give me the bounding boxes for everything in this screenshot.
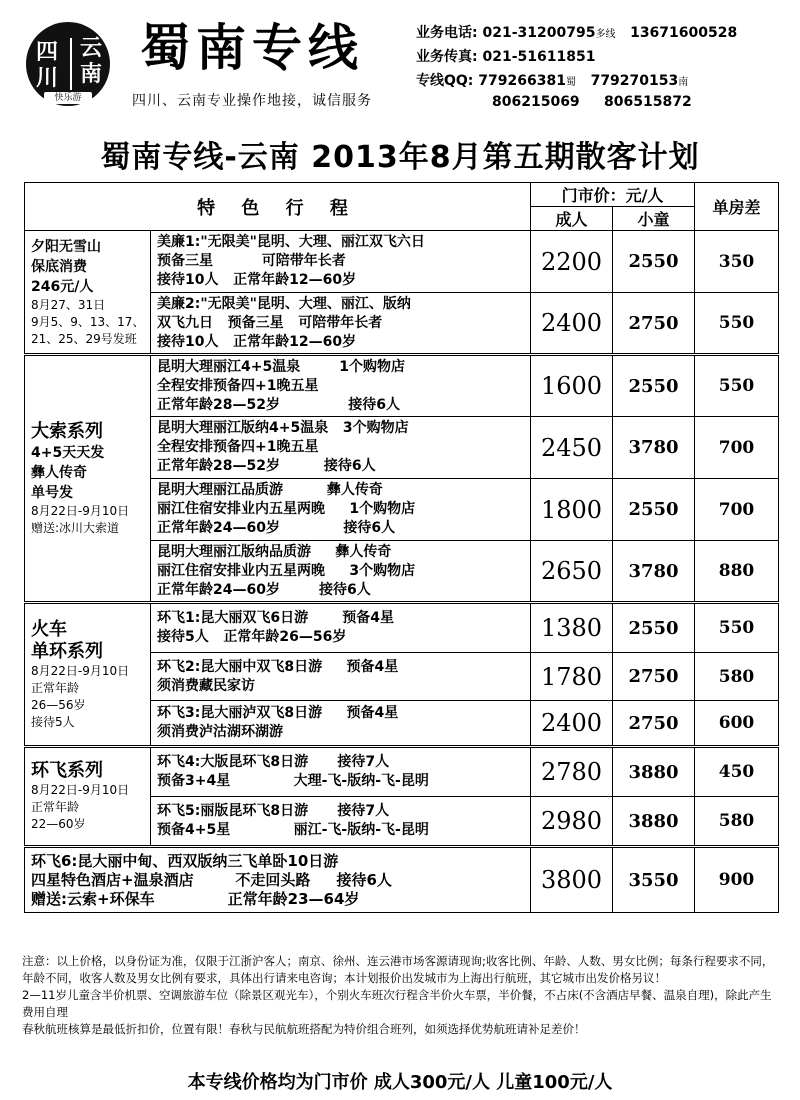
adult-price: 2200	[531, 231, 613, 293]
child-price: 2750	[613, 293, 695, 355]
group-label-line: 接待5人	[31, 714, 75, 729]
header	[0, 0, 800, 120]
single-room-diff: 550	[695, 603, 779, 653]
child-price: 3880	[613, 747, 695, 797]
group-label-line: 赠送:冰川大索道	[31, 520, 120, 535]
itinerary-desc: 环飞4:大版昆环飞8日游 接待7人 预备3+4星 大理-飞-版纳-飞-昆明	[151, 747, 531, 797]
single-room-diff: 550	[695, 293, 779, 355]
header-price: 门市价：元/人	[531, 183, 695, 207]
child-price: 3780	[613, 541, 695, 603]
group-label-line: 26—56岁	[31, 697, 86, 712]
itinerary-desc: 美廉1:"无限美"昆明、大理、丽江双飞六日 预备三星 可陪带年长者 接待10人 正常年龄12—60岁	[151, 231, 531, 293]
group-label	[25, 603, 151, 747]
adult-price: 1800	[531, 479, 613, 541]
qq-number: 806515872	[604, 94, 692, 110]
itinerary-desc: 昆明大理丽江品质游 彝人传奇 丽江住宿安排业内五星两晚 1个购物店 正常年龄24—60岁 接待6人	[151, 479, 531, 541]
table-row	[25, 355, 779, 417]
child-price: 3780	[613, 417, 695, 479]
group-label-line: 保底消费	[31, 258, 87, 275]
single-room-diff: 700	[695, 417, 779, 479]
itinerary-desc: 环飞3:昆大丽泸双飞8日游 预备4星 须消费泸沽湖环湖游	[151, 701, 531, 747]
group-label-line: 彝人传奇	[31, 464, 87, 481]
fax-label: 业务传真:	[416, 49, 478, 65]
footer-price-note: 本专线价格均为门市价 成人300元/人 儿童100元/人	[187, 1072, 613, 1093]
itinerary-desc: 昆明大理丽江版纳4+5温泉 3个购物店 全程安排预备四+1晚五星 正常年龄28—52岁 接待6人	[151, 417, 531, 479]
qq-number: 779270153	[590, 73, 679, 89]
page-title: 蜀南专线-云南 2013年8月第五期散客计划	[100, 140, 700, 175]
logo-char: 川	[36, 65, 59, 91]
note-line: 2—11岁儿童含半价机票、空调旅游车位（除景区观光车），个别火车班次行程含半价火车票，半价餐，不占床(不含酒店早餐、温泉自理)，除此产生费用自理	[22, 988, 772, 1019]
child-price: 2550	[613, 231, 695, 293]
notes	[22, 953, 782, 1038]
group-label	[25, 355, 151, 603]
group-label-line: 火车	[31, 618, 67, 640]
group-label-line: 4+5天天发	[31, 444, 105, 461]
table-row	[25, 231, 779, 293]
itinerary-desc: 昆明大理丽江版纳品质游 彝人传奇 丽江住宿安排业内五星两晚 3个购物店 正常年龄24—60岁 接待6人	[151, 541, 531, 603]
single-room-diff: 900	[695, 847, 779, 913]
logo-char: 四	[36, 39, 59, 65]
single-room-diff: 580	[695, 797, 779, 847]
itinerary-desc: 环飞2:昆大丽中双飞8日游 预备4星 须消费藏民家访	[151, 653, 531, 701]
adult-price: 1600	[531, 355, 613, 417]
phone-label: 业务电话:	[416, 25, 478, 41]
child-price: 2750	[613, 701, 695, 747]
child-price: 2550	[613, 603, 695, 653]
group-label-line: 单环系列	[31, 640, 103, 662]
group-label-line: 8月22日-9月10日	[31, 783, 130, 797]
table-body	[25, 231, 779, 913]
table-row	[25, 847, 779, 913]
single-room-diff: 550	[695, 355, 779, 417]
logo-char: 南	[80, 61, 103, 87]
adult-price: 2400	[531, 293, 613, 355]
adult-price: 3800	[531, 847, 613, 913]
single-room-diff: 700	[695, 479, 779, 541]
group-label-line: 21、25、29号发班	[31, 331, 137, 346]
group-label-line: 8月22日-9月10日	[31, 663, 130, 678]
adult-price: 1780	[531, 653, 613, 701]
single-room-diff: 880	[695, 541, 779, 603]
brand-name: 蜀南专线	[140, 19, 364, 77]
child-price: 2550	[613, 479, 695, 541]
adult-price: 2450	[531, 417, 613, 479]
qq-note: 蜀	[565, 77, 576, 88]
logo	[26, 22, 110, 106]
group-label-line: 246元/人	[31, 278, 94, 295]
group-label-line: 环飞系列	[31, 760, 103, 781]
group-label-line: 大索系列	[31, 420, 103, 442]
logo-char: 云	[80, 35, 103, 61]
itinerary-desc: 美廉2:"无限美"昆明、大理、丽江、版纳 双飞九日 预备三星 可陪带年长者 接待10人 正常年龄12—60岁	[151, 293, 531, 355]
itinerary-desc: 环飞5:丽版昆环飞8日游 接待7人 预备4+5星 丽江-飞-版纳-飞-昆明	[151, 797, 531, 847]
phone-number: 021-31200795	[482, 25, 596, 41]
group-label-line: 9月5、9、13、17、	[31, 314, 145, 329]
group-label-line: 夕阳无雪山	[31, 238, 101, 255]
adult-price: 2980	[531, 797, 613, 847]
single-room-diff: 350	[695, 231, 779, 293]
group-label-line: 正常年龄	[31, 800, 80, 814]
child-price: 3880	[613, 797, 695, 847]
header-feature: 特 色 行 程	[25, 183, 531, 231]
group-label-line: 8月27、31日	[31, 297, 106, 312]
group-label	[25, 231, 151, 355]
adult-price: 2650	[531, 541, 613, 603]
child-price: 3550	[613, 847, 695, 913]
header-single-diff: 单房差	[695, 183, 779, 231]
child-price: 2750	[613, 653, 695, 701]
group-label-line: 8月22日-9月10日	[31, 503, 130, 518]
group-label-line: 22—60岁	[31, 817, 86, 831]
fax-number: 021-51611851	[482, 49, 596, 65]
adult-price: 1380	[531, 603, 613, 653]
mobile-number: 13671600528	[630, 25, 738, 41]
qq-label: 专线QQ:	[416, 73, 474, 89]
logo-tagline: 快乐游	[44, 92, 92, 104]
itinerary-desc: 环飞1:昆大丽双飞6日游 预备4星 接待5人 正常年龄26—56岁	[151, 603, 531, 653]
qq-number: 779266381	[478, 73, 566, 89]
price-table	[24, 182, 779, 913]
itinerary-desc: 昆明大理丽江4+5温泉 1个购物店 全程安排预备四+1晚五星 正常年龄28—52岁 接待6人	[151, 355, 531, 417]
single-room-diff: 600	[695, 701, 779, 747]
logo-divider	[70, 38, 72, 90]
header-child: 小童	[613, 207, 695, 231]
header-adult: 成人	[531, 207, 613, 231]
table-row	[25, 603, 779, 653]
single-room-diff: 450	[695, 747, 779, 797]
group-label-line: 单号发	[31, 484, 73, 501]
adult-price: 2780	[531, 747, 613, 797]
brand-slogan: 四川、云南专业操作地接，诚信服务	[132, 93, 372, 109]
group-label	[25, 747, 151, 847]
note-line: 注意：以上价格，以身份证为准，仅限于江浙沪客人；南京、徐州、连云港市场客源请现询;收客比例、年龄、人数、男女比例；每条行程要求不同，年龄不同，收客人数及男女比例有要求，具体出行请来电咨询；本计划报价出发城市为上海出行航班，其它城市出发价格另议！	[22, 954, 774, 985]
qq-number: 806215069	[492, 94, 580, 110]
table-row	[25, 747, 779, 797]
single-room-diff: 580	[695, 653, 779, 701]
child-price: 2550	[613, 355, 695, 417]
phone-note: 多线	[595, 29, 616, 40]
note-line: 春秋航班核算是最低折扣价，位置有限！春秋与民航航班搭配为特价组合班列，如须选择优势航班请补足差价！	[22, 1022, 586, 1036]
itinerary-desc: 环飞6:昆大丽中甸、西双版纳三飞单卧10日游 四星特色酒店+温泉酒店 不走回头路 接待6人 赠送:云索+环保车 正常年龄23—64岁	[25, 847, 531, 913]
group-label-line: 正常年龄	[31, 680, 80, 695]
qq-note: 南	[678, 77, 689, 88]
adult-price: 2400	[531, 701, 613, 747]
